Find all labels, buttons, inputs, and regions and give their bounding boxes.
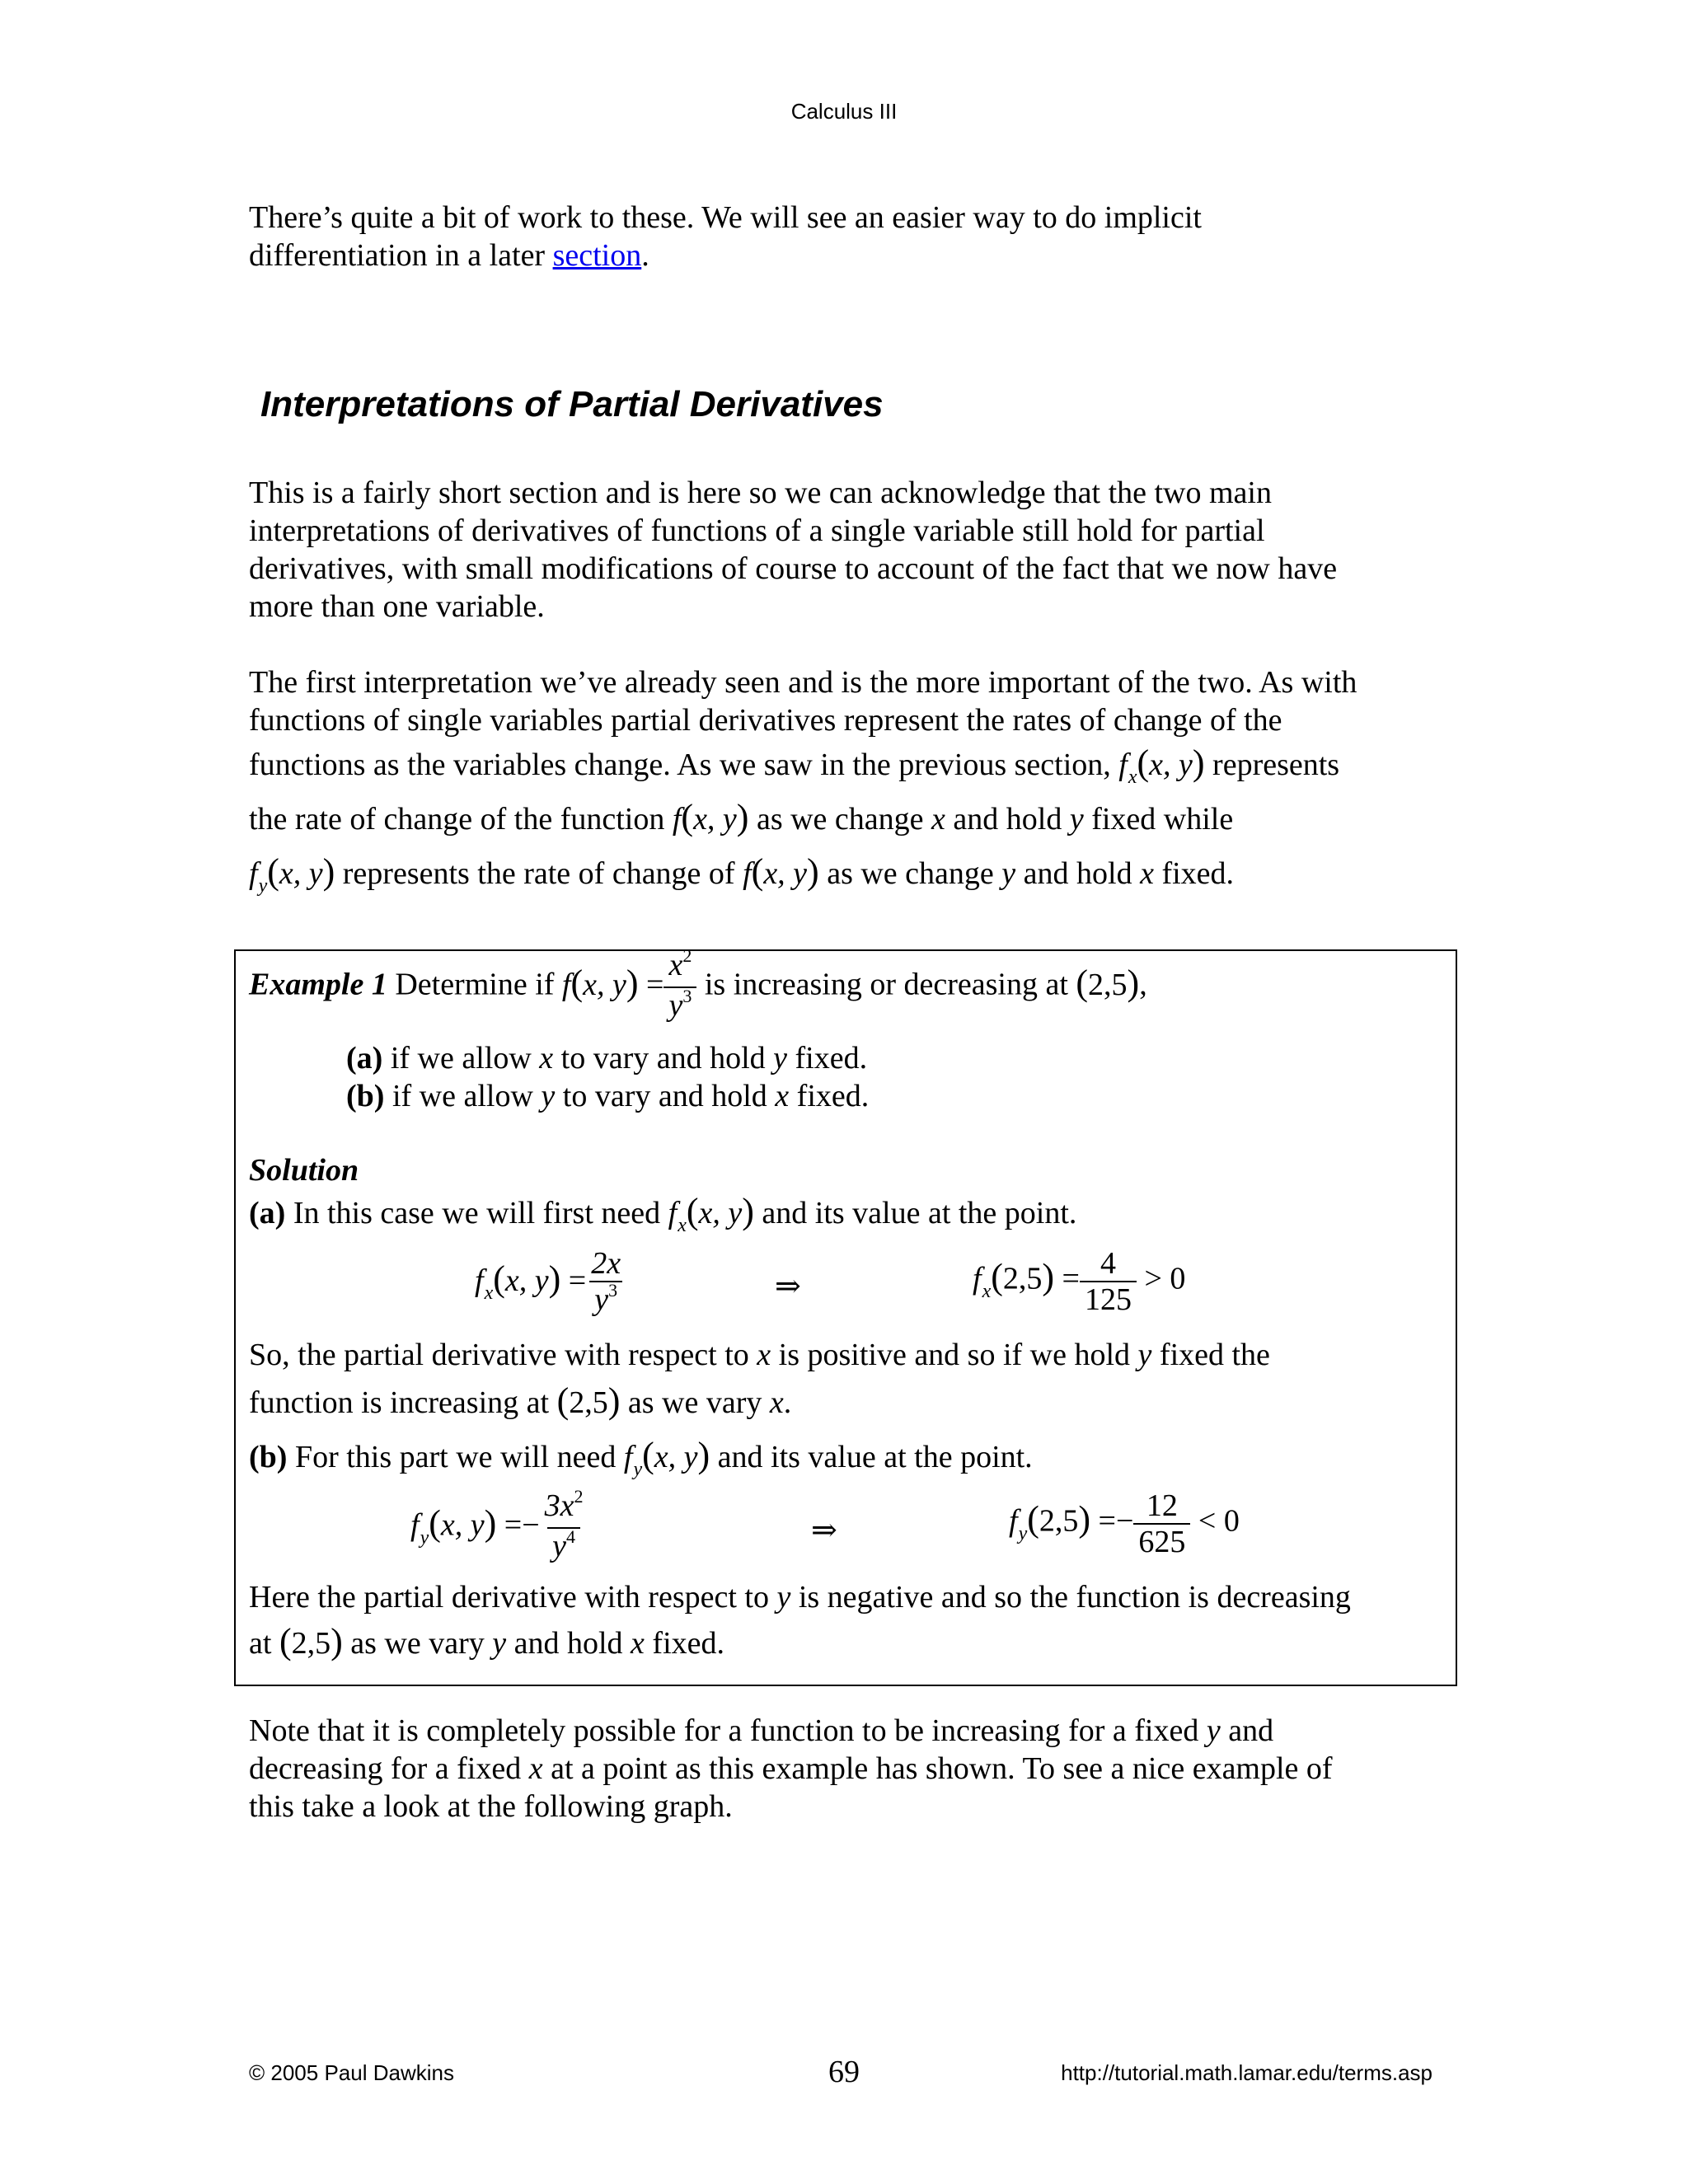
note-line-3: this take a look at the following graph. [249,1789,733,1824]
intro-line-2 [249,237,649,274]
function-definition: f(x, y) = $\frac{x^2}{y^3}$ [562,968,696,1002]
f-notation: f(x, y) [743,851,819,892]
fraction: $\frac{3x^2}{y^4}$ [540,1488,588,1568]
solution-b-conclusion-1: Here the partial derivative with respect to y is negative and so the function is decreasing [249,1580,1351,1615]
point: (2,5) [279,1621,343,1661]
fraction: $\frac{2x}{y^3}$ [586,1246,626,1321]
para1-line: derivatives, with small modifications of course to account of the fact that we now have [249,551,1338,586]
example-prompt: Example 1 Determine if f(x, y) = $\frac{x^2}{y^3}$ is increasing or decreasing at (2,5), [249,948,1147,1027]
example-label: Example 1 [249,967,387,1002]
section-heading: Interpretations of Partial Derivatives [260,384,884,424]
page-number: 69 [828,2055,860,2089]
note-line-1: Note that it is completely possible for a function to be increasing for a fixed y and [249,1713,1274,1748]
intro-text: differentiation in a later [249,238,553,273]
fy-notation: $f_y(x$, y) [623,1435,710,1480]
footer-copyright: © 2005 Paul Dawkins [249,2060,454,2085]
point: (2,5) [556,1380,621,1421]
fy-notation: $f_y(x$, y) [249,851,335,897]
para1-line: more than one variable. [249,589,545,624]
fx-notation: $f_x(x$, y) [668,1191,754,1236]
intro-period: . [641,238,649,273]
fy-value-equation: $f_y(2,5)$ =− $\frac{12}{625}$ < 0 [1009,1488,1240,1559]
footer-url: http://tutorial.math.lamar.edu/terms.asp [1061,2060,1432,2085]
para1-line: interpretations of derivatives of functions of a single variable still hold for partial [249,513,1265,548]
implies-arrow: ⇒ [811,1513,837,1548]
part-a: (a) if we allow x to vary and hold y fixed. [346,1041,868,1076]
fx-equation: $f_x(x$, y) = $\frac{2x}{y^3}$ [475,1246,626,1321]
intro-line-1: There’s quite a bit of work to these. We will see an easier way to do implicit [249,200,1202,235]
running-header: Calculus III [790,99,898,124]
fraction: $\frac{12}{625}$ [1133,1488,1190,1559]
section-link[interactable]: section [552,238,642,273]
fraction: $\frac{4}{125}$ [1080,1246,1137,1317]
para2-line-1: The first interpretation we’ve already seen and is the more important of the two. As with [249,665,1357,700]
f-notation: f(x, y) [672,797,749,837]
fy-equation: $f_y(x$, y) =− $\frac{3x^2}{y^4}$ [410,1488,588,1568]
implies-arrow: ⇒ [775,1269,801,1304]
solution-a-intro: (a) In this case we will first need $f_x(x$, y) and its value at the point. [249,1191,1077,1236]
fraction: $\frac{x^2}{y^3}$ [663,948,696,1027]
solution-b-intro: (b) For this part we will need $f_y(x$, y) and its value at the point. [249,1435,1033,1480]
para2-line-3: functions as the variables change. As we saw in the previous section, $f_x(x$, y) represents [249,743,1340,788]
solution-label: Solution [249,1153,359,1188]
solution-b-conclusion-2: at (2,5) as we vary y and hold x fixed. [249,1621,724,1661]
fx-notation: $f_x(x$, y) [1118,743,1205,788]
solution-a-conclusion-2: function is increasing at (2,5) as we vary x. [249,1380,792,1421]
point: (2,5) [1076,962,1140,1003]
solution-a-conclusion-1: So, the partial derivative with respect to x is positive and so if we hold y fixed the [249,1338,1270,1372]
para2-line-2: functions of single variables partial derivatives represent the rates of change of the [249,703,1282,738]
fx-value-equation: $f_x(2,5)$ = $\frac{4}{125}$ > 0 [973,1246,1186,1317]
para2-line-4: the rate of change of the function f(x, y) as we change x and hold y fixed while [249,797,1234,837]
part-b: (b) if we allow y to vary and hold x fixed. [346,1079,870,1113]
note-line-2: decreasing for a fixed x at a point as this example has shown. To see a nice example of [249,1751,1333,1786]
para1-line: This is a fairly short section and is here so we can acknowledge that the two main [249,476,1272,510]
para2-line-5: $f_y(x$, y) represents the rate of change of f(x, y) as we change y and hold x fixed. [249,851,1235,897]
